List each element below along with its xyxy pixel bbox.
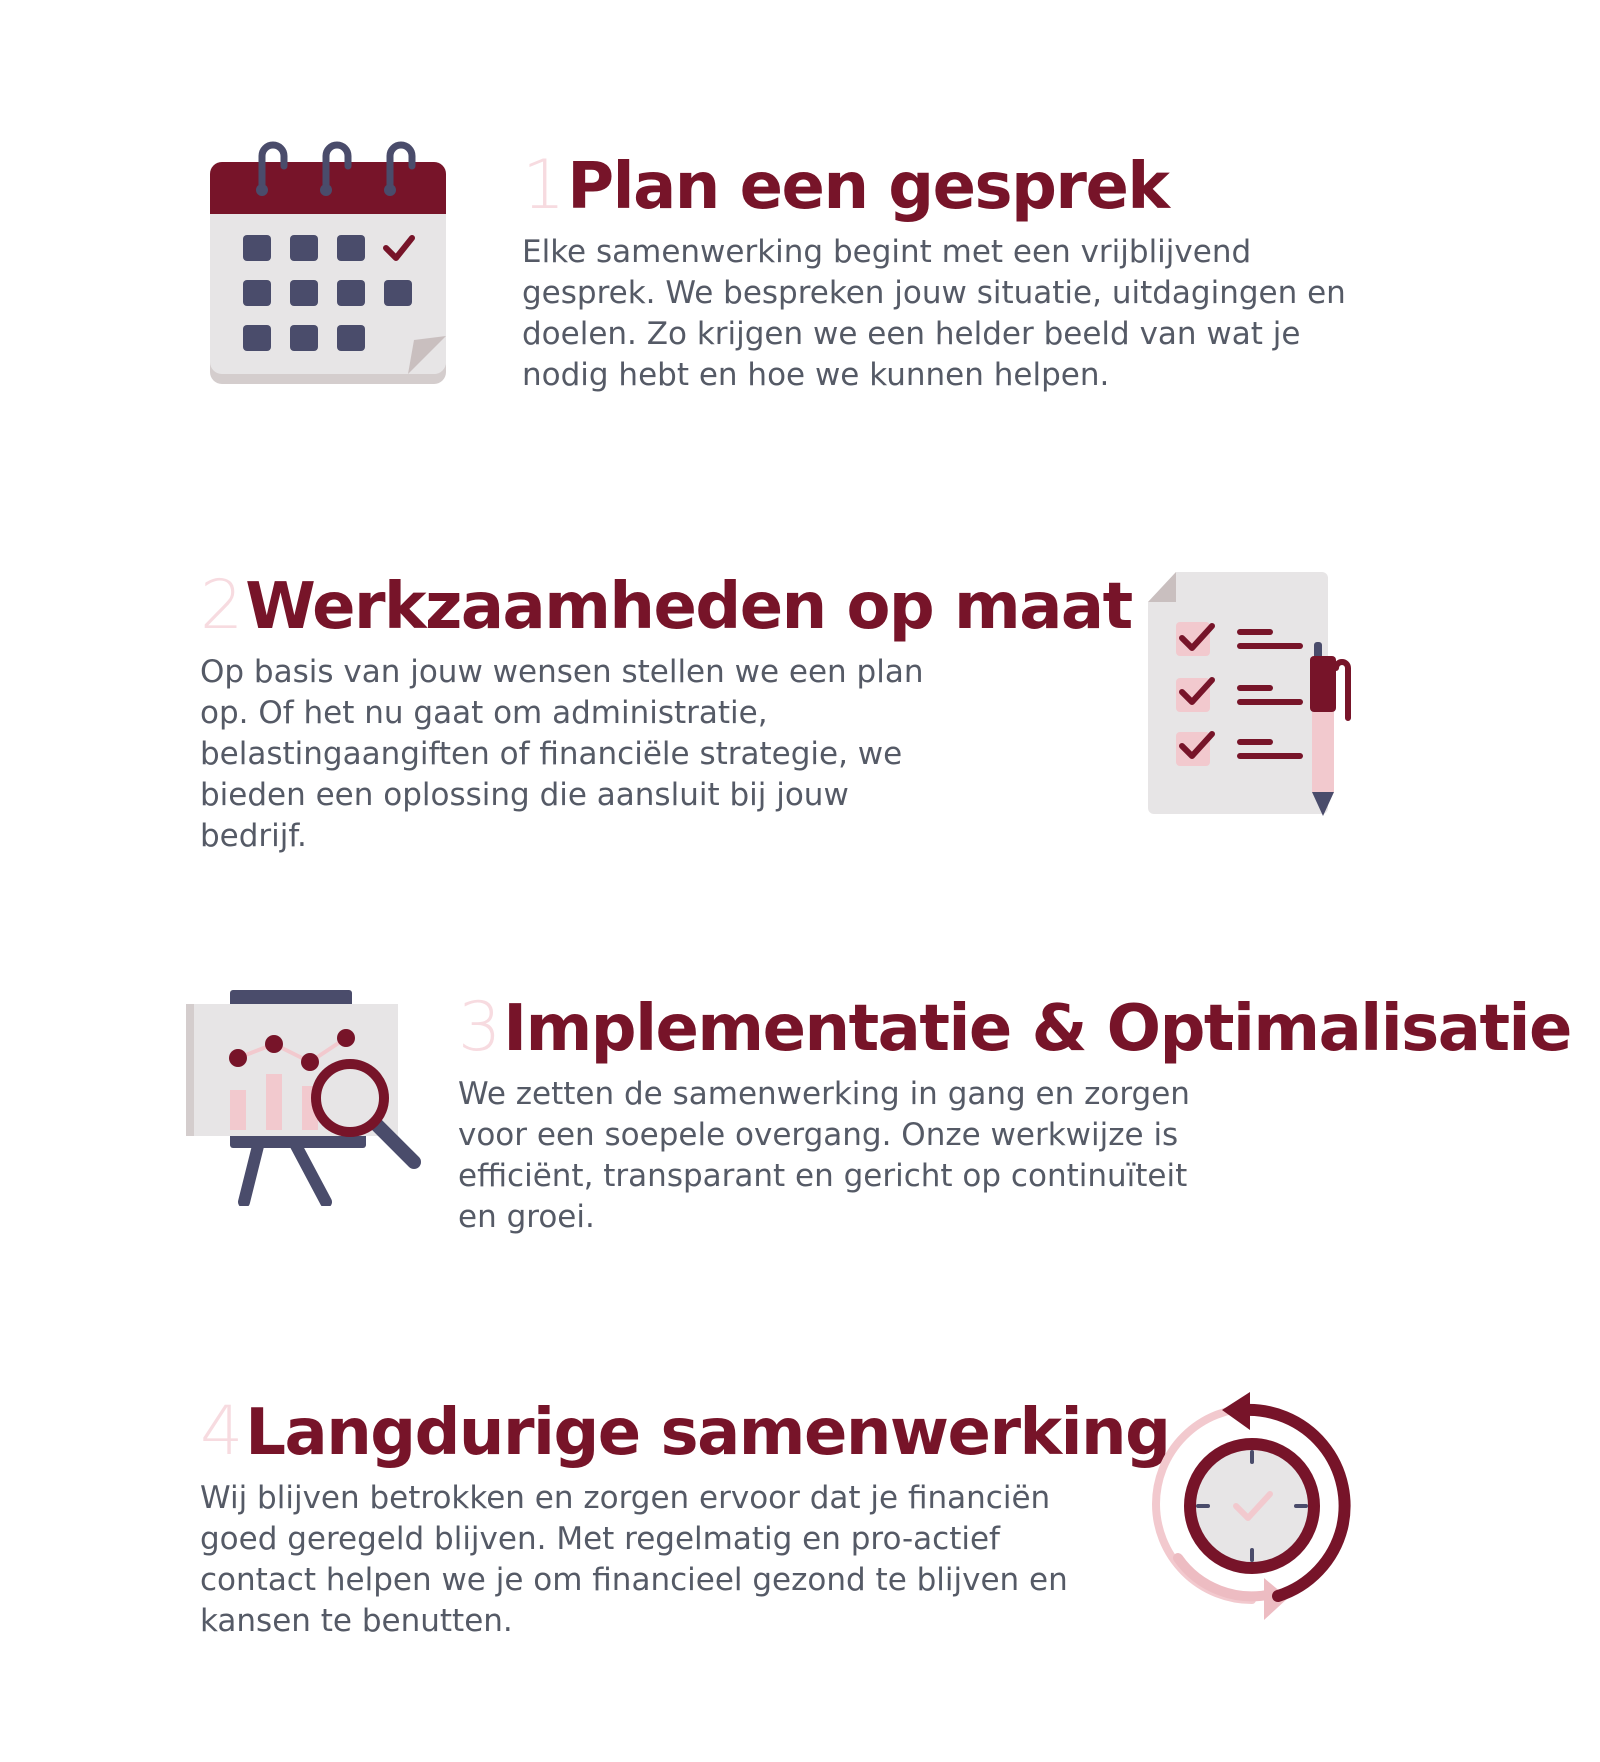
step-heading: [522, 146, 1382, 225]
step-heading: [458, 988, 1571, 1067]
step-2: [200, 566, 1132, 857]
clock-cycle-icon: [1138, 1388, 1366, 1628]
step-description: Elke samenwerking begint met een vrijblijvend gesprek. We bespreken jouw situatie, uitdagingen en doelen. Zo krijgen we een helder beeld van wat je nodig hebt en hoe we kunnen helpen.: [522, 234, 1346, 393]
step-number: 1: [522, 146, 566, 225]
step-title: Implementatie & Optimalisatie: [503, 992, 1571, 1066]
step-description: Wij blijven betrokken en zorgen ervoor dat je financiën goed geregeld blijven. Met regelmatig en pro-actief contact helpen we je om financieel gezond te blijven en kansen te benutten.: [200, 1480, 1068, 1639]
step-title: Werkzaamheden op maat: [245, 570, 1132, 644]
step-description: We zetten de samenwerking in gang en zorgen voor een soepele overgang. Onze werkwijze is efficiënt, transparant en gericht op continuïteit en groei.: [458, 1076, 1190, 1235]
step-title: Plan een gesprek: [567, 150, 1169, 224]
step-number: 3: [458, 988, 502, 1067]
step-4: [200, 1392, 1170, 1642]
calendar-icon: [208, 138, 448, 390]
step-heading: [200, 1392, 1170, 1471]
presentation-analysis-icon: [186, 990, 424, 1206]
step-heading: [200, 566, 1132, 645]
checklist-icon: [1146, 570, 1364, 820]
step-3: [458, 988, 1571, 1238]
step-number: 2: [200, 566, 244, 645]
step-description: Op basis van jouw wensen stellen we een plan op. Of het nu gaat om administratie, belastingaangiften of financiële strategie, we bieden een oplossing die aansluit bij jouw bedrijf.: [200, 654, 924, 854]
step-1: [522, 146, 1382, 396]
step-title: Langdurige samenwerking: [245, 1396, 1170, 1470]
step-number: 4: [200, 1392, 244, 1471]
